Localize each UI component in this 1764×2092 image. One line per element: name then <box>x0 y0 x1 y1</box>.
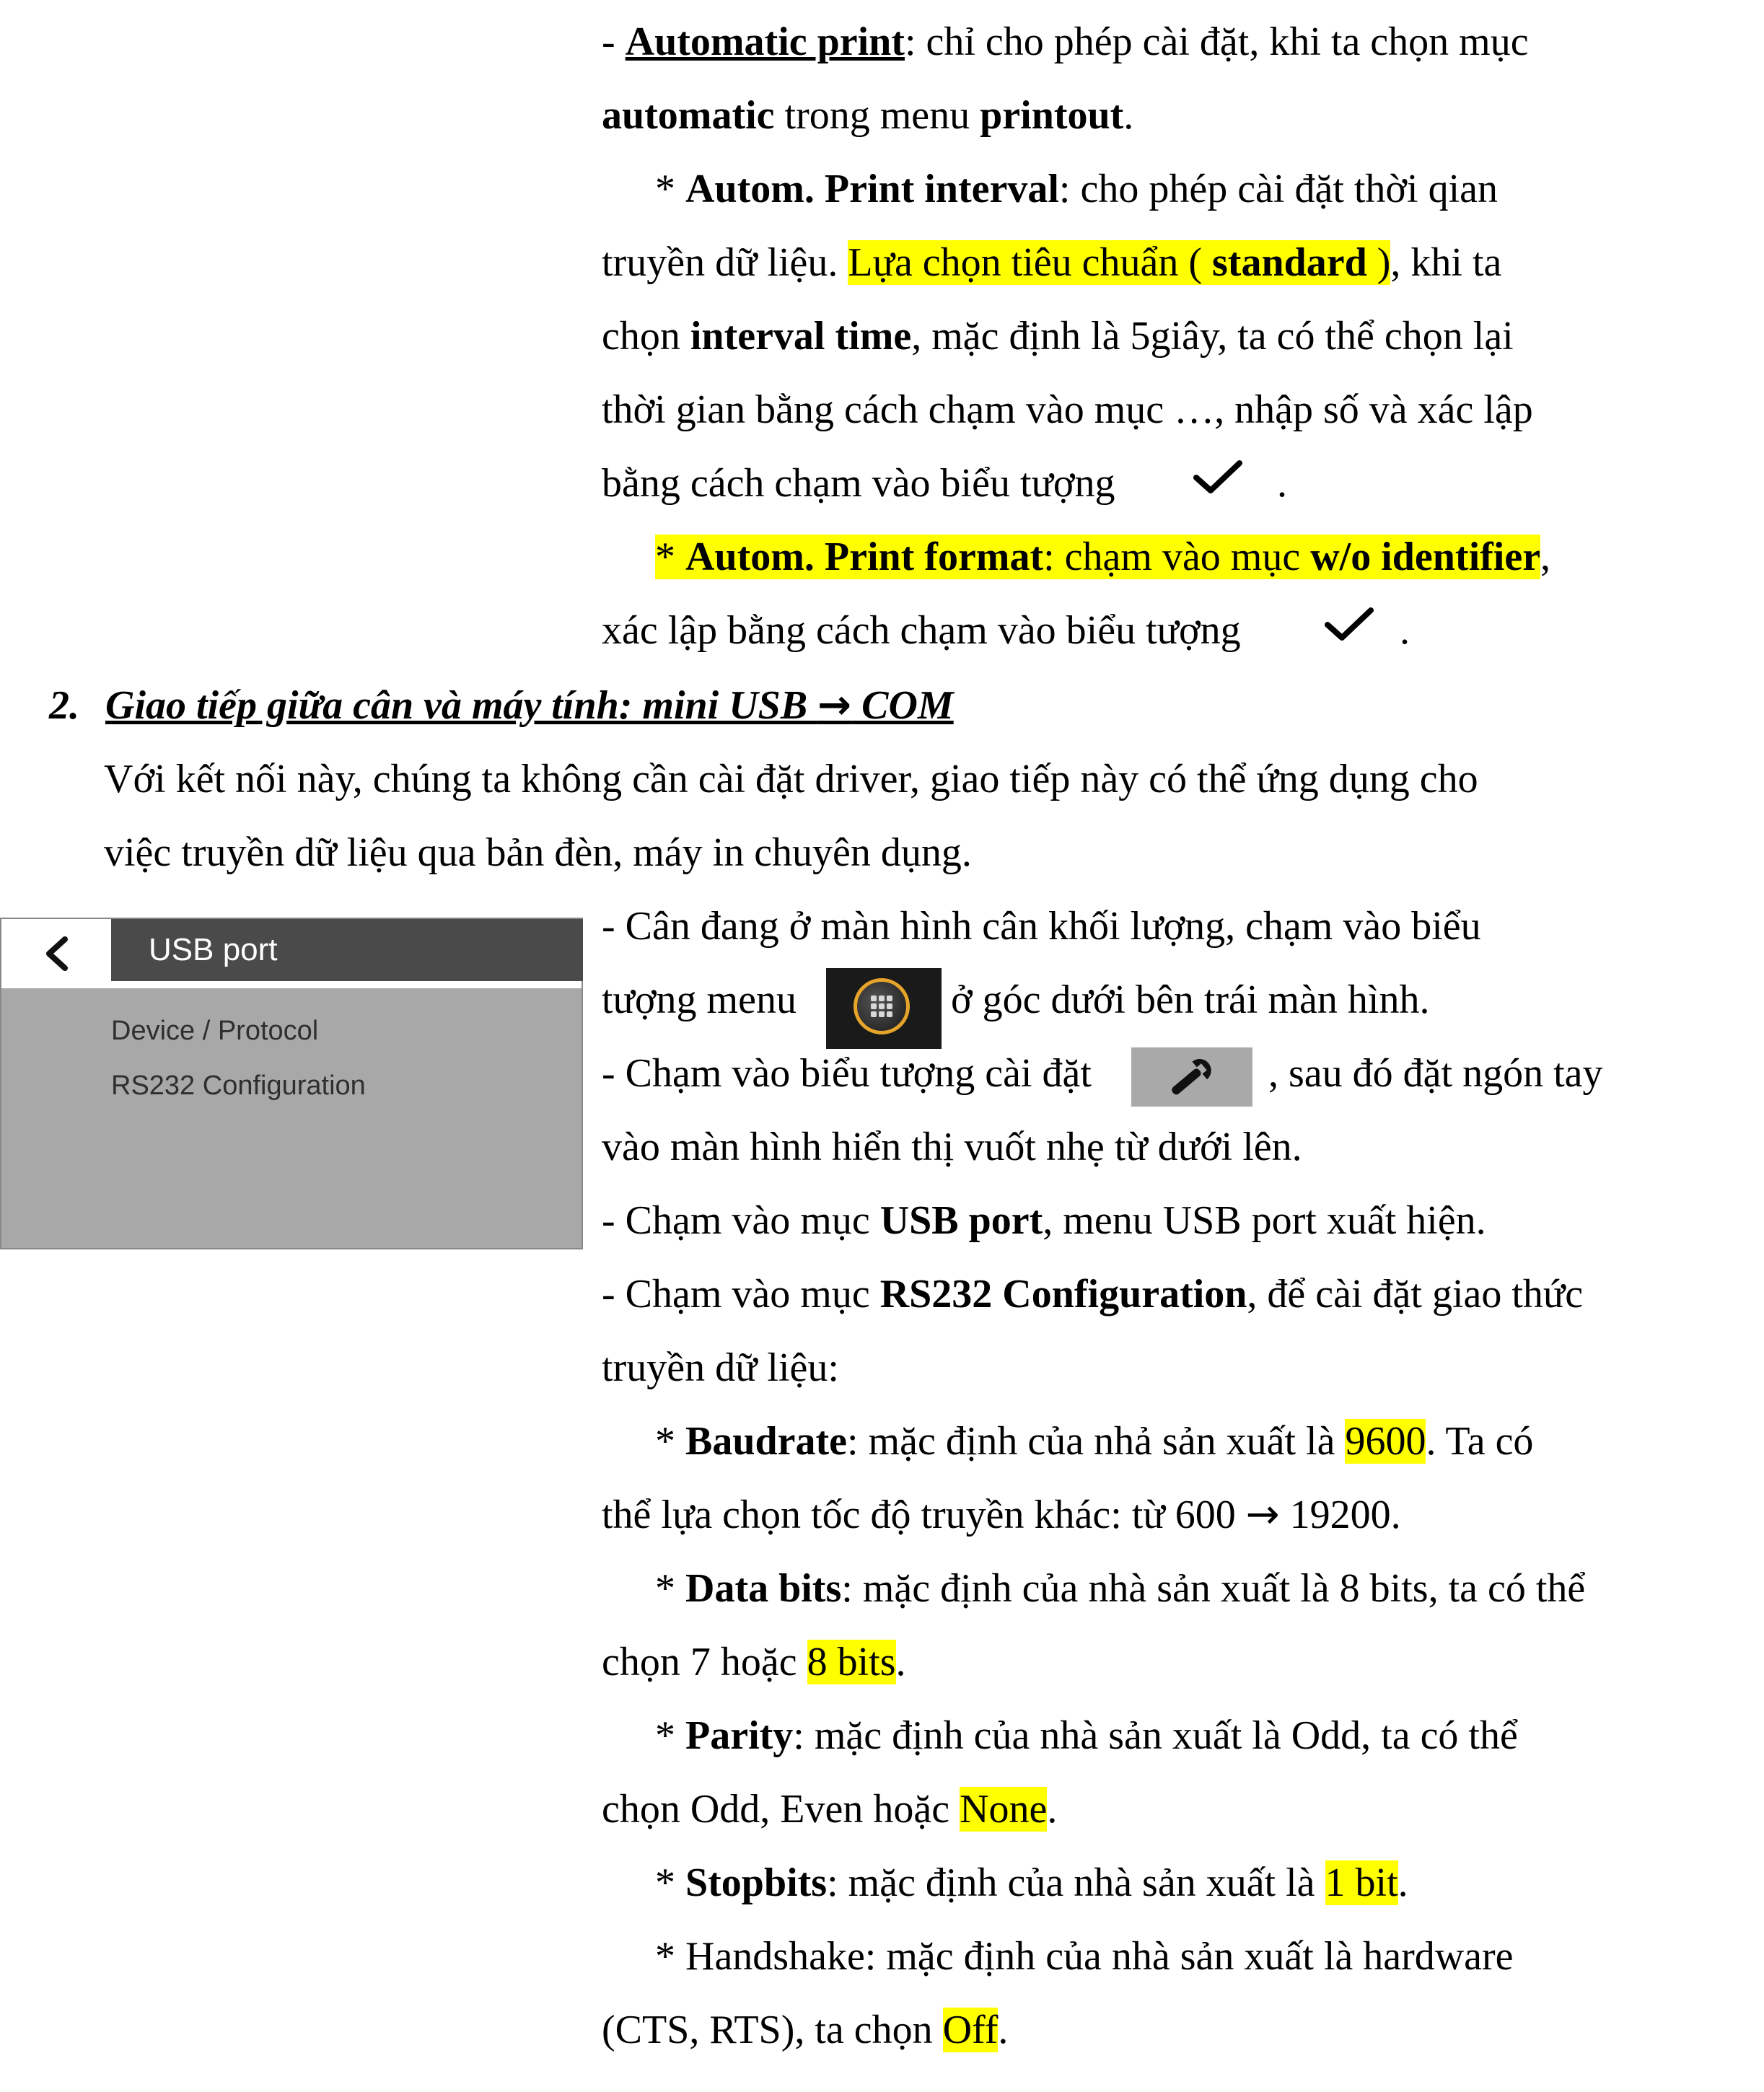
text-line <box>1400 602 1410 659</box>
text-line <box>655 528 1550 586</box>
text: , khi ta <box>1390 240 1502 285</box>
text-line <box>655 1707 1518 1764</box>
panel-title: USB port <box>149 932 278 967</box>
text: xác lập bằng cách chạm vào biểu tượng <box>602 608 1241 653</box>
text-line <box>602 454 1115 512</box>
text-line <box>655 160 1498 218</box>
text: Lựa chọn tiêu chuẩn ( <box>848 240 1212 285</box>
text: . <box>1397 1860 1408 1905</box>
menu-icon-ring <box>854 978 910 1034</box>
text-line <box>602 2001 1008 2059</box>
bullet: * <box>655 1566 685 1611</box>
chevron-left-icon[interactable] <box>36 932 79 975</box>
text: : mặc định của nhả sản xuất là <box>847 1419 1346 1464</box>
text: * Handshake: mặc định của nhà sản xuất là hardware <box>655 1934 1514 1979</box>
text: truyền dữ liệu. <box>602 240 848 285</box>
check-icon <box>1323 605 1375 645</box>
text: (CTS, RTS), ta chọn <box>602 2008 943 2052</box>
text: : mặc định của nhà sản xuất là 8 bits, ta có thể <box>841 1566 1586 1611</box>
highlight <box>848 240 1390 285</box>
highlight-value: 9600 <box>1345 1419 1426 1464</box>
term-automatic: automatic <box>602 93 775 138</box>
text: . <box>895 1640 906 1684</box>
term-standard: standard <box>1212 240 1367 285</box>
text-line <box>602 1118 1302 1176</box>
text-line <box>602 1265 1583 1323</box>
text-line <box>602 1045 1092 1102</box>
wrench-icon <box>1131 1047 1252 1107</box>
text-line <box>655 1560 1585 1617</box>
text-line <box>602 602 1241 659</box>
text: bằng cách chạm vào biểu tượng <box>602 461 1115 506</box>
bullet: * <box>655 1419 685 1464</box>
text-line <box>1268 1045 1602 1102</box>
text: tượng menu <box>602 977 797 1022</box>
panel-header <box>1 919 582 988</box>
text: 19200. <box>1279 1493 1401 1537</box>
text-line <box>602 13 1529 71</box>
text: chọn Odd, Even hoặc <box>602 1787 960 1832</box>
text-line <box>602 307 1514 365</box>
text-line <box>655 1854 1408 1912</box>
text-line <box>602 1486 1401 1544</box>
text-line <box>951 971 1429 1029</box>
text: truyền dữ liệu: <box>602 1345 839 1390</box>
text: , sau đó đặt ngón tay <box>1268 1051 1603 1096</box>
term-wo-identifier: w/o identifier <box>1310 535 1541 579</box>
text-line <box>602 971 797 1029</box>
bullet: * <box>655 1860 685 1905</box>
highlight-value: Off <box>942 2008 999 2052</box>
text: trong menu <box>774 93 980 138</box>
text-line <box>655 1412 1533 1470</box>
bullet: * <box>655 535 685 579</box>
term-usb-port: USB port <box>879 1198 1043 1243</box>
highlight-value: 1 bit <box>1325 1860 1398 1905</box>
text: việc truyền dữ liệu qua bản đèn, máy in chuyên dụng. <box>104 830 972 875</box>
text: , để cài đặt giao thức <box>1247 1272 1584 1317</box>
text: chọn <box>602 314 690 359</box>
term-baudrate: Baudrate <box>685 1419 847 1464</box>
check-icon <box>1192 457 1244 498</box>
text: COM <box>851 683 954 728</box>
text-line <box>602 381 1533 439</box>
paragraph-line <box>104 824 972 882</box>
text: : mặc định của nhà sản xuất là <box>827 1860 1325 1905</box>
text: . <box>1047 1787 1058 1832</box>
text: - Cân đang ở màn hình cân khối lượng, chạm vào biểu <box>602 904 1481 949</box>
text: , menu USB port xuất hiện. <box>1043 1198 1486 1243</box>
text-line <box>602 897 1481 955</box>
bullet: * <box>655 1713 685 1758</box>
text: . <box>1277 461 1287 506</box>
text: Với kết nối này, chúng ta không cần cài đặt driver, giao tiếp này có thể ứng dụng cho <box>104 757 1478 801</box>
text: , <box>1540 535 1551 579</box>
highlight <box>655 535 1540 579</box>
text: thể lựa chọn tốc độ truyền khác: từ 600 <box>602 1493 1246 1537</box>
text-line <box>1277 454 1287 512</box>
grid-icon <box>871 996 892 1017</box>
text: ở góc dưới bên trái màn hình. <box>951 977 1430 1022</box>
panel-title-bar <box>111 919 583 981</box>
dash: - <box>602 19 626 64</box>
usb-port-menu-screenshot <box>0 918 583 1249</box>
text-line <box>602 1633 906 1691</box>
text: thời gian bằng cách chạm vào mục …, nhập số và xác lập <box>602 387 1533 432</box>
term-interval-time: interval time <box>690 314 912 359</box>
term-stopbits: Stopbits <box>685 1860 828 1905</box>
section-title <box>105 683 954 728</box>
text: - Chạm vào mục <box>602 1198 880 1243</box>
section-heading <box>49 677 954 734</box>
text-line <box>602 234 1501 291</box>
text: , mặc định là 5giây, ta có thể chọn lại <box>911 314 1514 359</box>
bullet: * <box>655 167 685 211</box>
menu-item-rs232-configuration[interactable]: RS232 Configuration <box>111 1071 366 1101</box>
text: : cho phép cài đặt thời qian <box>1058 167 1498 211</box>
wrench-icon-glyph <box>1131 1047 1252 1107</box>
text: . <box>1400 608 1410 653</box>
text: . Ta có <box>1426 1419 1534 1464</box>
term-autom-print-interval: Autom. Print interval <box>685 167 1059 211</box>
text: Giao tiếp giữa cân và máy tính: mini USB <box>105 683 818 728</box>
menu-item-device-protocol[interactable]: Device / Protocol <box>111 1016 319 1046</box>
section-number: 2. <box>49 683 79 728</box>
term-printout: printout <box>980 93 1124 138</box>
text-line <box>602 87 1133 144</box>
highlight-value: None <box>960 1787 1048 1832</box>
highlight-value: 8 bits <box>807 1640 896 1684</box>
arrow-right-icon: → <box>817 682 852 729</box>
term-data-bits: Data bits <box>685 1566 842 1611</box>
term-autom-print-format: Autom. Print format <box>685 535 1044 579</box>
text: . <box>998 2008 1009 2052</box>
text-line <box>602 1192 1486 1249</box>
text: ) <box>1366 240 1391 285</box>
text-line <box>602 1339 839 1397</box>
term-rs232-configuration: RS232 Configuration <box>879 1272 1247 1317</box>
text: : chỉ cho phép cài đặt, khi ta chọn mục <box>904 19 1529 64</box>
text: - Chạm vào mục <box>602 1272 880 1317</box>
text: vào màn hình hiển thị vuốt nhẹ từ dưới lên. <box>602 1125 1302 1169</box>
term-parity: Parity <box>685 1713 794 1758</box>
term-automatic-print: Automatic print <box>625 19 905 64</box>
text-line <box>655 1928 1514 1985</box>
arrow-right-icon: → <box>1245 1491 1280 1538</box>
text: - Chạm vào biểu tượng cài đặt <box>602 1051 1092 1096</box>
text: : mặc định của nhà sản xuất là Odd, ta có thể <box>793 1713 1518 1758</box>
text: chọn 7 hoặc <box>602 1640 807 1684</box>
menu-icon <box>826 968 942 1049</box>
paragraph-line <box>104 750 1478 808</box>
text: : chạm vào mục <box>1043 535 1311 579</box>
text-line <box>602 1780 1057 1838</box>
text: . <box>1123 93 1134 138</box>
